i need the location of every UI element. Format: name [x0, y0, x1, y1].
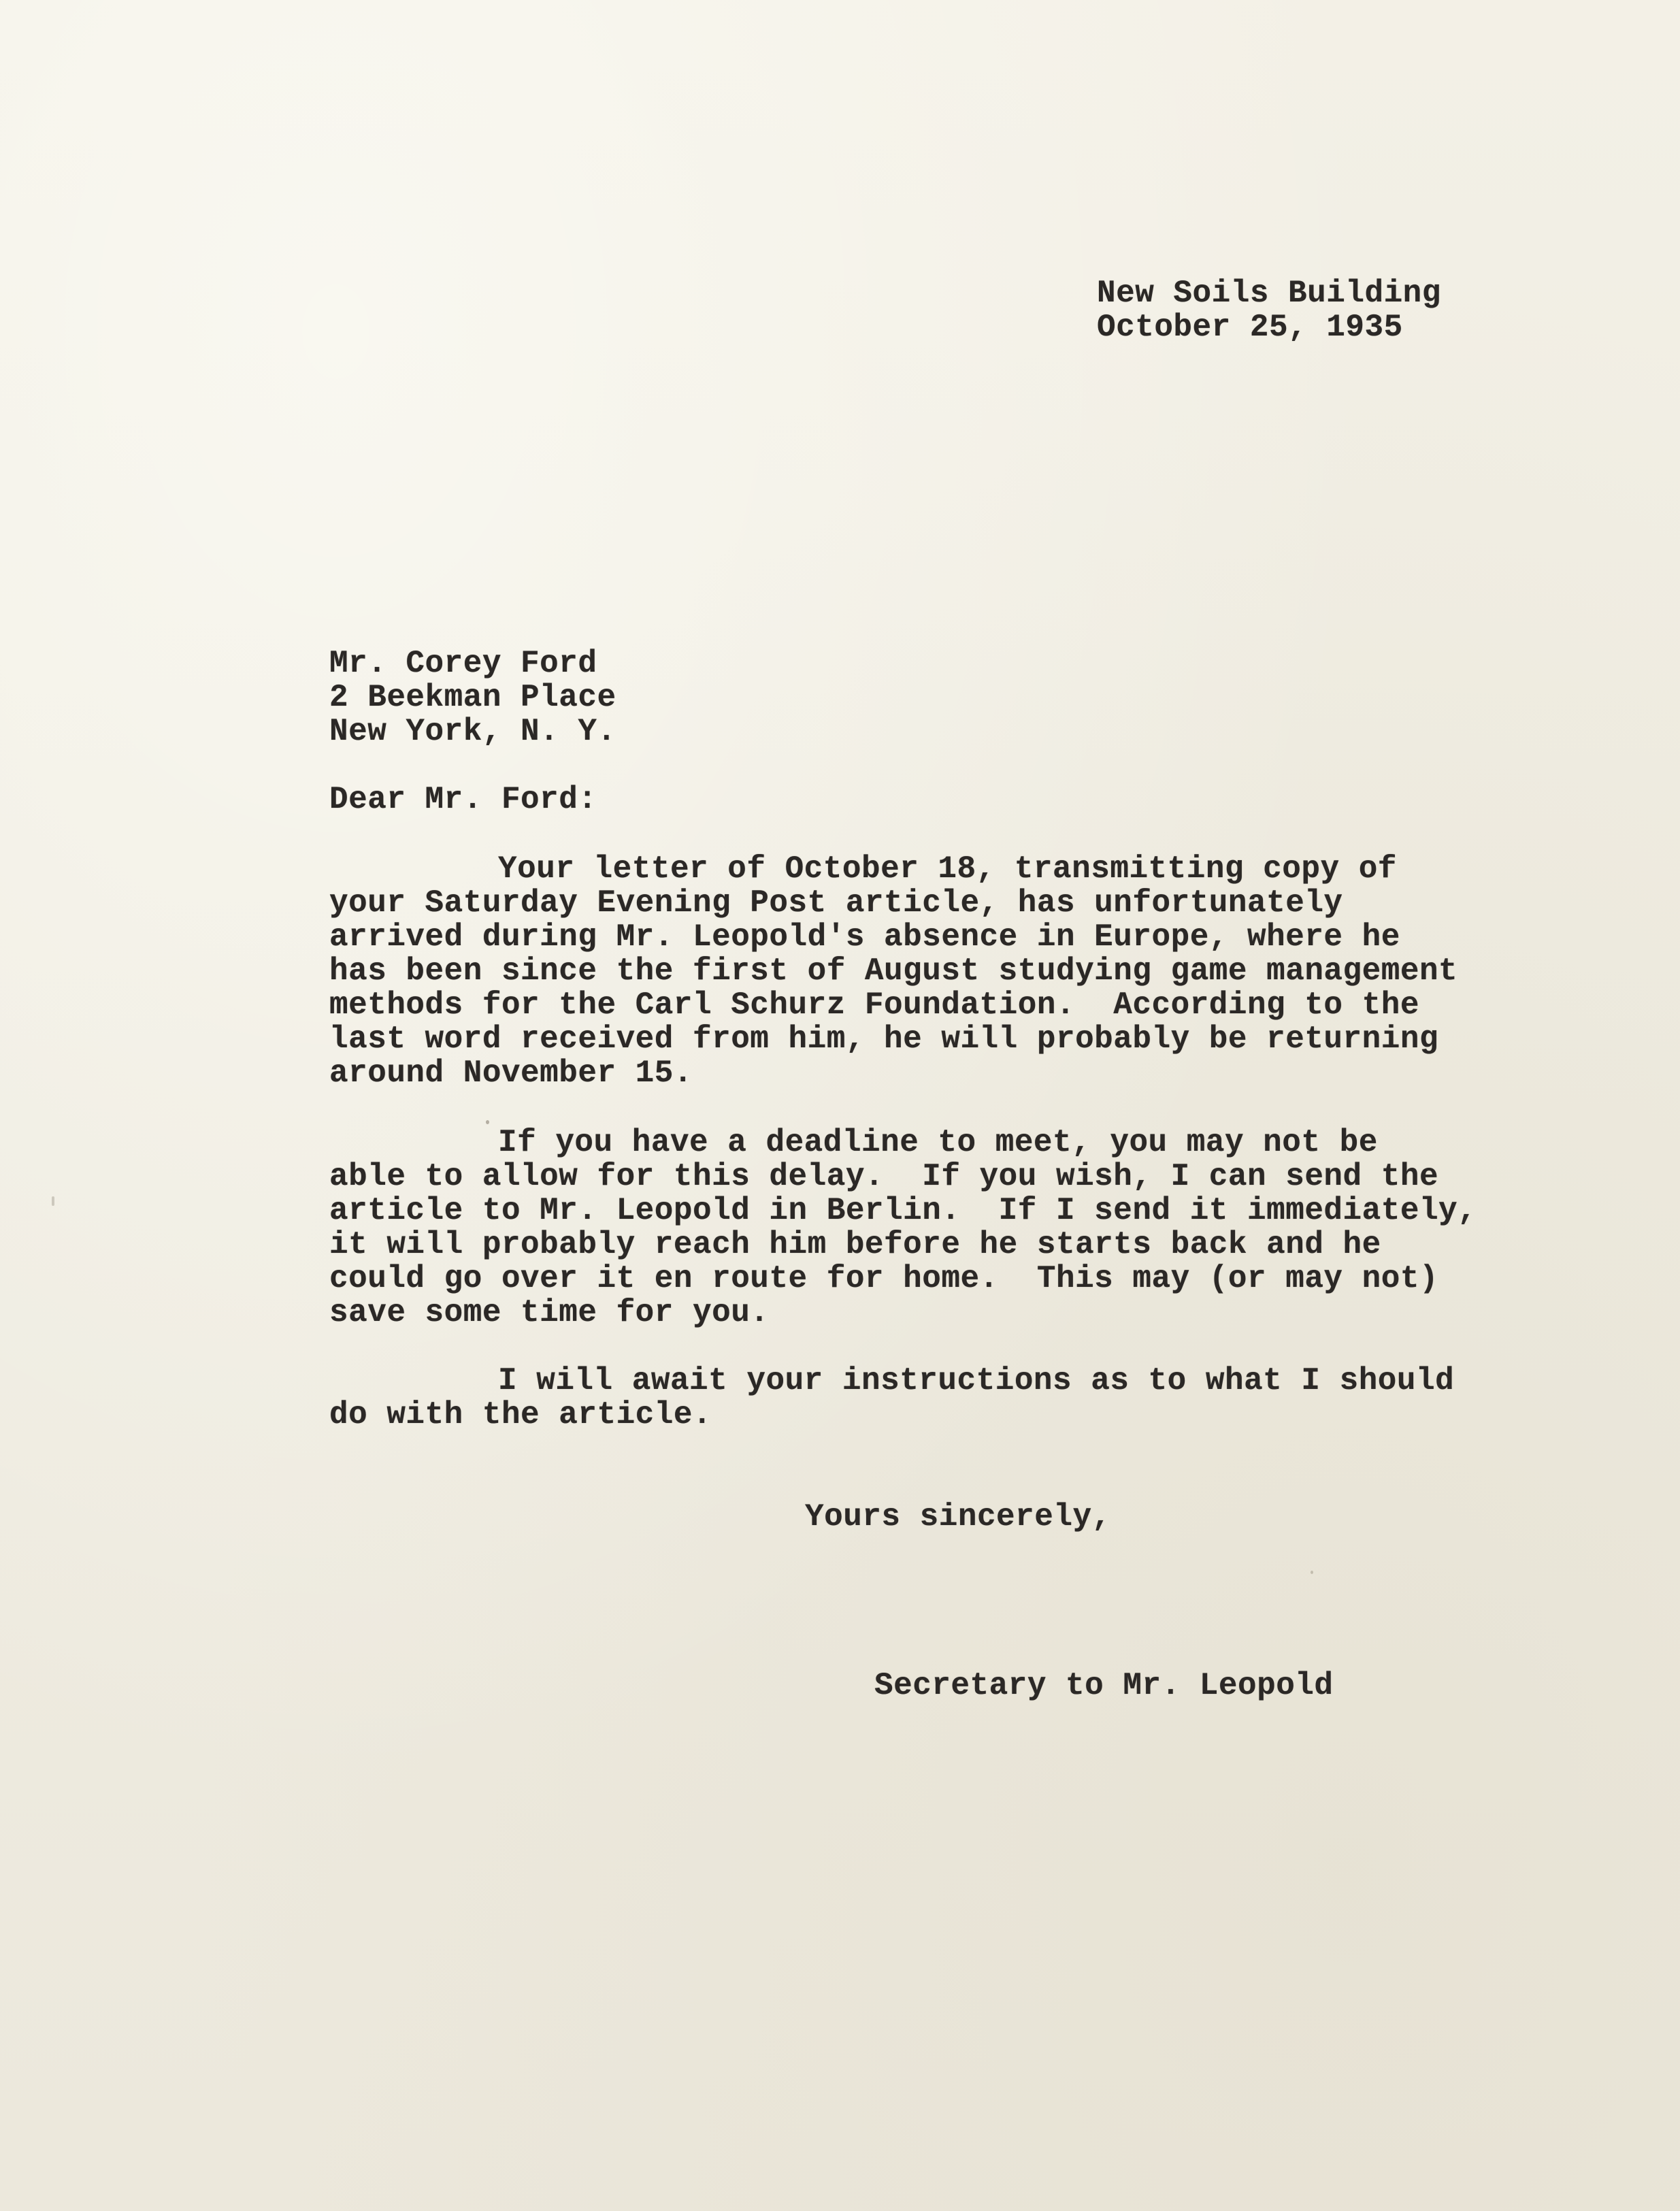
- paragraph-1-line-2: your Saturday Evening Post article, has unfortunately: [329, 885, 1343, 921]
- paragraph-2-line-4: it will probably reach him before he starts back and he: [329, 1227, 1381, 1262]
- paragraph-1-line-7: around November 15.: [329, 1055, 693, 1091]
- paper-fleck: [52, 1196, 54, 1206]
- paragraph-1-line-5: methods for the Carl Schurz Foundation. According to the: [329, 987, 1419, 1023]
- paragraph-2-line-5: could go over it en route for home. This may (or may not): [329, 1261, 1439, 1296]
- paragraph-1-line-1: Your letter of October 18, transmitting copy of: [498, 851, 1397, 887]
- paper-fleck: [1311, 1571, 1313, 1574]
- recipient-street: 2 Beekman Place: [329, 680, 616, 715]
- paragraph-1-line-3: arrived during Mr. Leopold's absence in Europe, where he: [329, 919, 1400, 955]
- paragraph-1-line-6: last word received from him, he will probably be returning: [329, 1021, 1439, 1057]
- paragraph-2-line-2: able to allow for this delay. If you wish, I can send the: [329, 1159, 1439, 1194]
- letterhead-location: New Soils Building: [1097, 276, 1441, 311]
- recipient-city: New York, N. Y.: [329, 714, 616, 749]
- signature-line: Secretary to Mr. Leopold: [874, 1668, 1334, 1703]
- salutation: Dear Mr. Ford:: [329, 782, 597, 817]
- closing: Yours sincerely,: [805, 1499, 1111, 1535]
- paragraph-1-line-4: has been since the first of August studying game management: [329, 953, 1458, 989]
- paragraph-3-line-2: do with the article.: [329, 1397, 712, 1432]
- paragraph-2-line-3: article to Mr. Leopold in Berlin. If I send it immediately,: [329, 1193, 1477, 1228]
- paper-fleck: [486, 1120, 489, 1124]
- paragraph-3-line-1: I will await your instructions as to what I should: [498, 1363, 1455, 1398]
- recipient-name: Mr. Corey Ford: [329, 646, 597, 681]
- letter-date: October 25, 1935: [1097, 310, 1403, 345]
- paragraph-2-line-6: save some time for you.: [329, 1295, 770, 1330]
- paragraph-2-line-1: If you have a deadline to meet, you may not be: [498, 1125, 1378, 1160]
